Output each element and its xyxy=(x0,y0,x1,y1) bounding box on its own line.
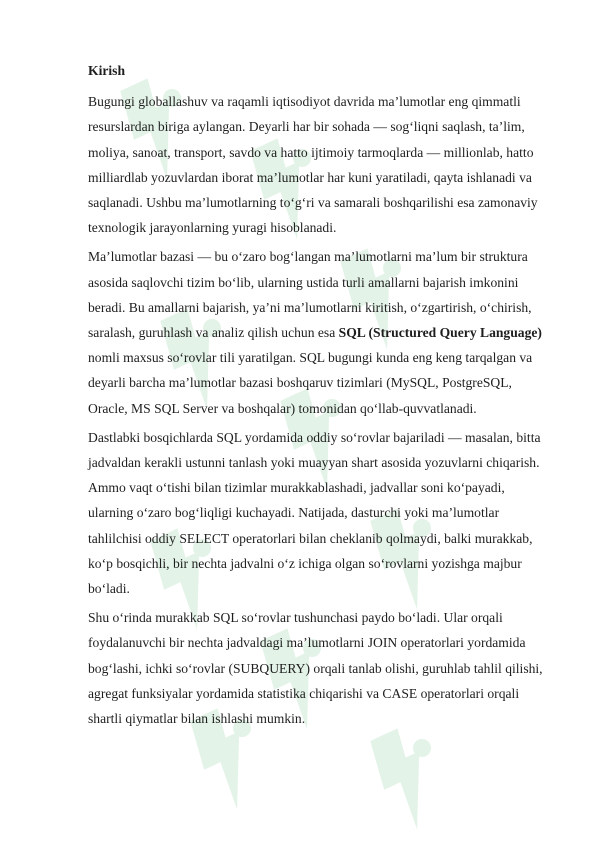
paragraph xyxy=(88,605,548,731)
paragraph-text: Ma’lumotlar bazasi — bu o‘zaro bog‘langan ma’lumotlarni ma’lum bir struktura asosida saqlovchi tizim bo‘lib, ularning ustida turli amallarni bajarish imkonini beradi. Bu amallarni bajarish, ya’ni ma’lumotlarni kiritish, o‘zgartirish, o‘chirish, saralash, guruhlash va analiz qilish uchun esa xyxy=(88,249,532,341)
paragraph xyxy=(88,89,548,240)
paragraph-text: Shu o‘rinda murakkab SQL so‘rovlar tushunchasi paydo bo‘ladi. Ular orqali foydalanuvchi bir nechta jadvaldagi ma’lumotlarni JOIN operatorlari yordamida bog‘lashi, ichki so‘rovlar (SUBQUERY) orqali tanlab olishi, guruhlab tahlil qilishi, agregat funksiyalar yordamida statistika chiqarishi va CASE operatorlari orqali shartli qiymatlar bilan ishlashi mumkin. xyxy=(88,610,543,727)
document-page xyxy=(88,58,548,735)
green-logo-watermark-icon xyxy=(360,720,450,840)
paragraph xyxy=(88,425,548,601)
page-title: Kirish xyxy=(88,63,126,78)
paragraph-text: Dastlabki bosqichlarda SQL yordamida oddiy so‘rovlar bajariladi — masalan, bitta jadvaldan kerakli ustunni tanlash yoki muayyan shart asosida yozuvlarni chiqarish. Ammo vaqt o‘tishi bilan tizimlar murakkablashadi, jadvallar soni ko‘payadi, ularning o‘zaro bog‘liqligi kuchayadi. Natijada, dasturchi yoki ma’lumotlar tahlilchisi oddiy SELECT operatorlari bilan cheklanib qolmaydi, balki murakkab, ko‘p bosqichli, bir nechta jadvalni o‘z ichiga olgan so‘rovlarni yozishga majbur bo‘ladi. xyxy=(88,429,541,597)
document-body xyxy=(88,89,548,731)
bold-term: SQL (Structured Query Language) xyxy=(338,325,542,341)
paragraph-text: Bugungi globallashuv va raqamli iqtisodiyot davrida ma’lumotlar eng qimmatli resurslardan biriga aylangan. Deyarli har bir sohada — sog‘liqni saqlash, ta’lim, moliya, sanoat, transport, savdo va hatto ijtimoiy tarmoqlarda — millionlab, hatto milliardlab yozuvlardan iborat ma’lumotlar har kuni yaratiladi, qayta ishlanadi va saqlanadi. Ushbu ma’lumotlarning to‘g‘ri va samarali boshqarilishi esa zamonaviy texnologik jarayonlarning yuragi hisoblanadi. xyxy=(88,94,538,236)
paragraph-text: nomli maxsus so‘rovlar tili yaratilgan. SQL bugungi kunda eng keng tarqalgan va deyarli barcha ma’lumotlar bazasi boshqaruv tizimlari (MySQL, PostgreSQL, Oracle, MS SQL Server va boshqalar) tomonidan qo‘llab-quvvatlanadi. xyxy=(88,350,533,416)
paragraph xyxy=(88,244,548,420)
